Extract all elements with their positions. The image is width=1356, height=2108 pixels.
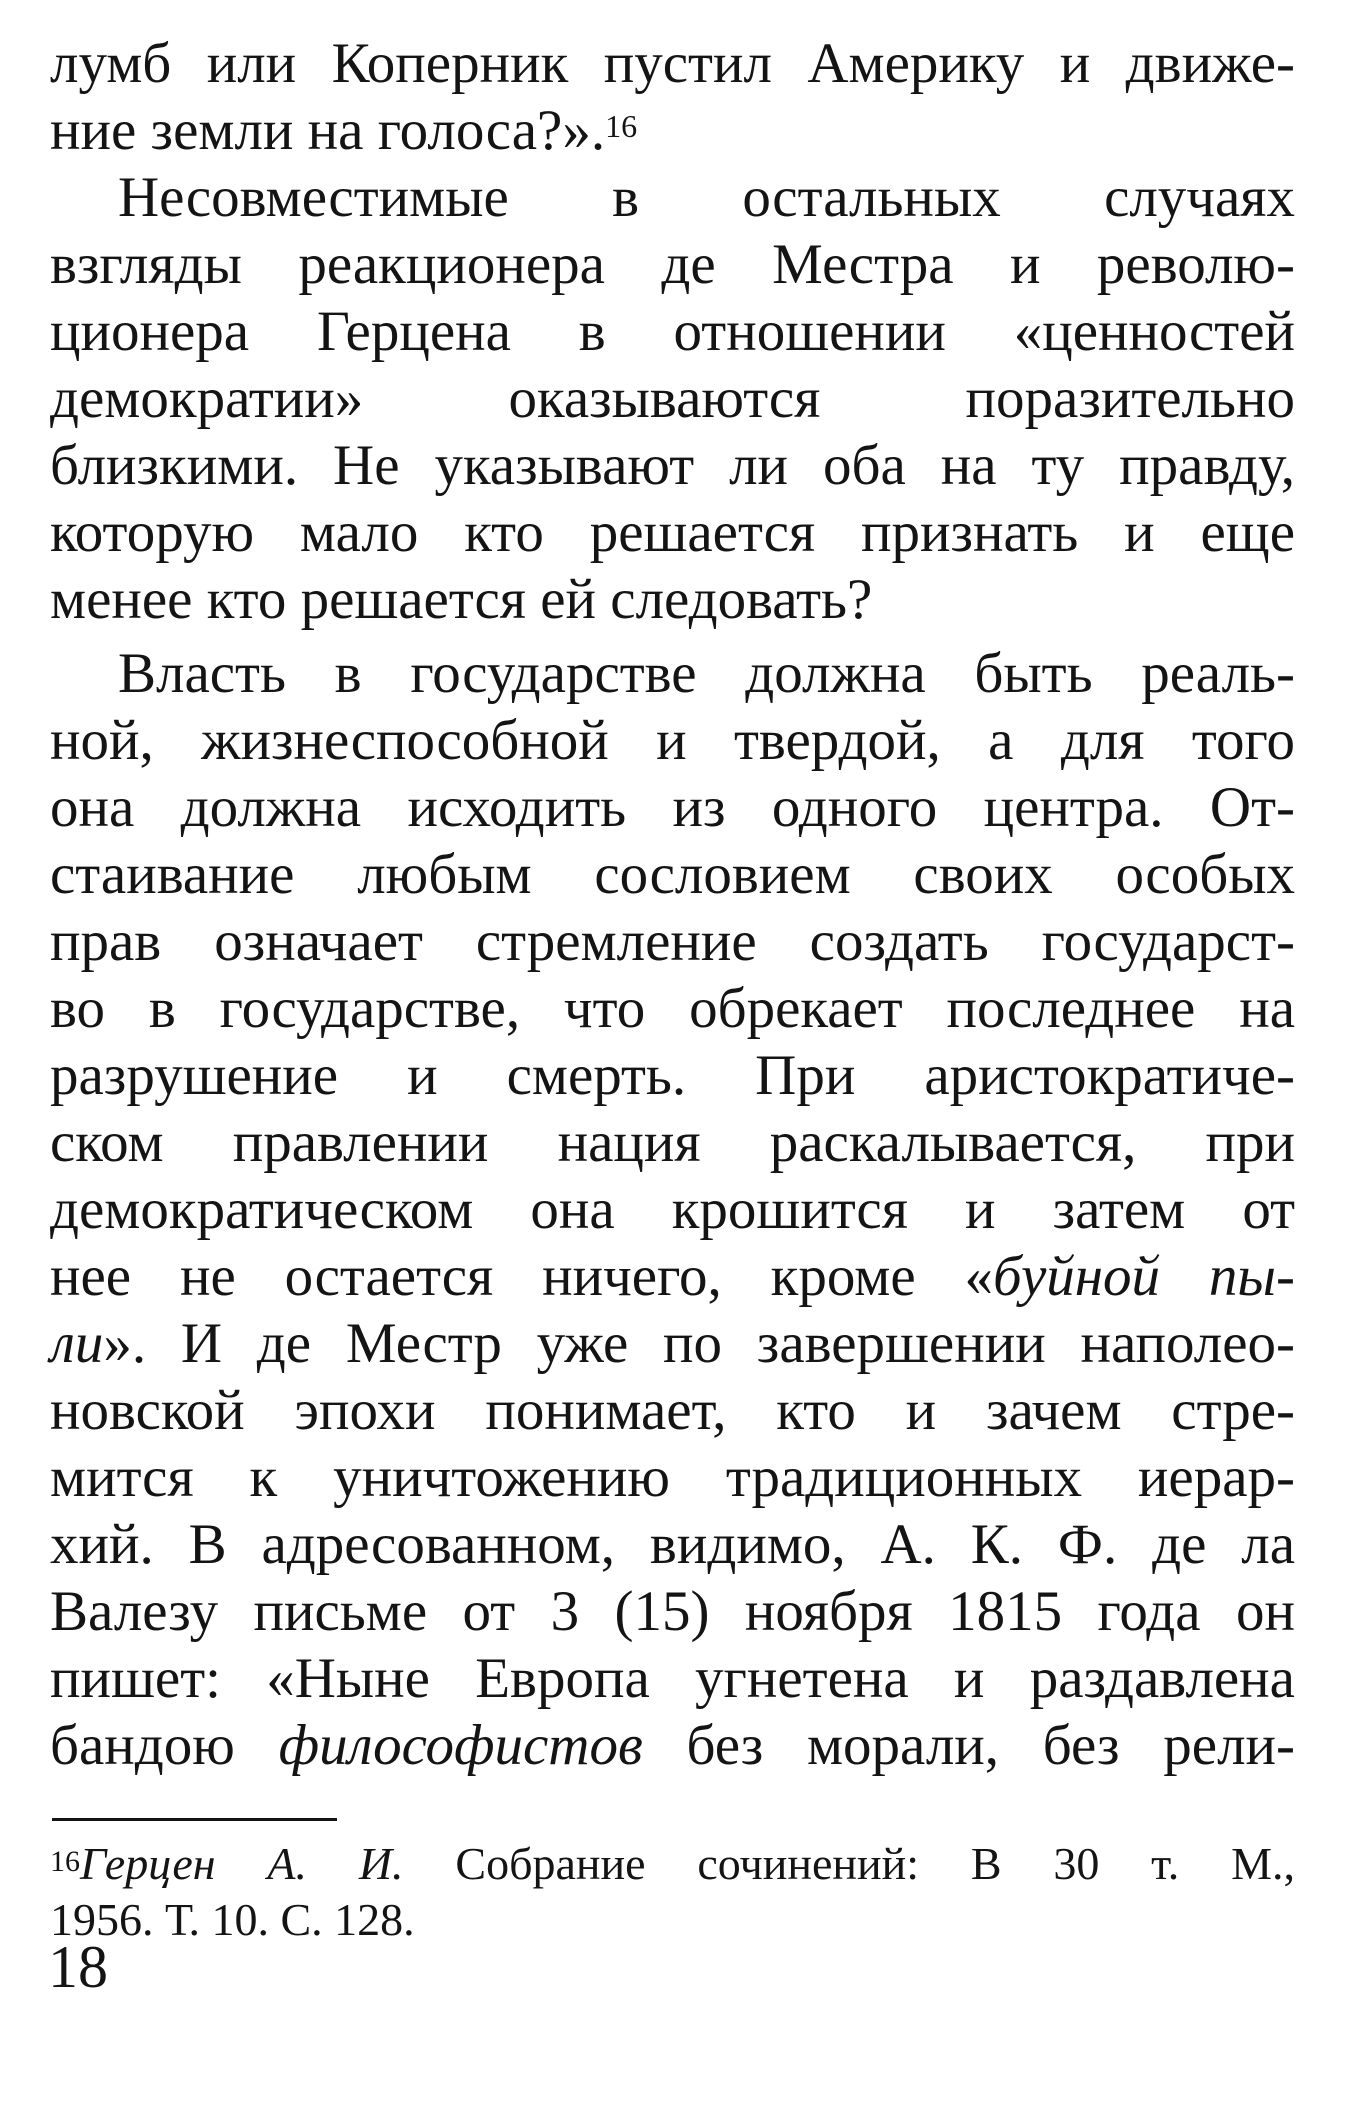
italic-span: буйной пы-: [993, 1245, 1295, 1308]
page-number: 18: [48, 1934, 108, 2000]
text-span: новской эпохи понимает, кто и зачем стре-: [50, 1379, 1295, 1442]
text-span: она должна исходить из одного центра. От-: [50, 776, 1295, 839]
text-span: демократическом она крошится и затем от: [50, 1178, 1295, 1241]
italic-span: философистов: [278, 1714, 643, 1777]
footnote-marker: 16: [50, 1845, 80, 1878]
text-span: демократии» оказываются поразительно: [50, 367, 1295, 430]
text-line: [50, 1645, 1295, 1712]
text-line: [50, 432, 1295, 499]
text-span: которую мало кто решается признать и еще: [50, 501, 1295, 564]
text-span: бандою: [50, 1714, 279, 1777]
text-line: [50, 1243, 1295, 1310]
text-line: [50, 1042, 1295, 1109]
text-line: [50, 1444, 1295, 1511]
text-span: стаивание любым сословием своих особых: [50, 843, 1295, 906]
text-line: [50, 97, 1295, 164]
footnote-author: Герцен А. И.: [80, 1838, 404, 1889]
text-span: во в государстве, что обрекает последнее на: [50, 977, 1295, 1040]
text-line: [50, 1377, 1295, 1444]
text-span: взгляды реакционера де Местра и револю-: [50, 233, 1295, 296]
footnote-line: [50, 1890, 1295, 1950]
italic-span: ли: [50, 1312, 104, 1375]
text-line: [50, 298, 1295, 365]
text-line: [50, 1310, 1295, 1377]
text-span: пишет: «Ныне Европа угнетена и раздавлена: [50, 1647, 1295, 1710]
text-span: ском правлении нация раскалывается, при: [50, 1111, 1295, 1174]
footnote-divider: [52, 1818, 337, 1821]
text-line: [50, 566, 1295, 633]
text-line: [50, 1712, 1295, 1779]
text-span: ционера Герцена в отношении «ценностей: [50, 300, 1295, 363]
text-span: хий. В адресованном, видимо, А. К. Ф. де ла: [50, 1513, 1295, 1576]
text-span: разрушение и смерть. При аристократиче-: [50, 1044, 1295, 1107]
footnote-text: 1956. Т. 10. С. 128.: [50, 1894, 415, 1945]
text-line: [50, 1109, 1295, 1176]
text-line: [50, 707, 1295, 774]
text-line: [50, 841, 1295, 908]
text-line: [50, 1511, 1295, 1578]
text-line: [50, 908, 1295, 975]
footnote-text: Собрание сочинений: В 30 т. М.,: [403, 1838, 1295, 1889]
text-span: менее кто решается ей следовать?: [50, 568, 873, 631]
text-span: близкими. Не указывают ли оба на ту правду,: [50, 434, 1295, 497]
text-span: Власть в государстве должна быть реаль-: [118, 642, 1295, 705]
text-line: [50, 365, 1295, 432]
text-line: [50, 975, 1295, 1042]
text-line: [50, 1578, 1295, 1645]
text-span: лумб или Коперник пустил Америку и движе-: [50, 32, 1295, 95]
text-span: мится к уничтожению традиционных иерар-: [50, 1446, 1295, 1509]
text-span: ». И де Местр уже по завершении наполео-: [103, 1312, 1295, 1375]
footnote-ref: 16: [605, 108, 638, 144]
text-span: Несовместимые в остальных случаях: [118, 166, 1295, 229]
text-line: [50, 499, 1295, 566]
text-line: [50, 231, 1295, 298]
text-span: Валезу письме от 3 (15) ноября 1815 года он: [50, 1580, 1295, 1643]
text-span: без морали, без рели-: [642, 1714, 1296, 1777]
footnote-line: [50, 1834, 1295, 1894]
text-line: [118, 164, 1295, 231]
text-span: ной, жизнеспособной и твердой, а для того: [50, 709, 1295, 772]
text-span: ние земли на голоса?».: [50, 99, 606, 162]
text-line: [118, 640, 1295, 707]
text-span: нее не остается ничего, кроме «: [50, 1245, 994, 1308]
text-span: прав означает стремление создать государст-: [50, 910, 1295, 973]
text-line: [50, 774, 1295, 841]
text-line: [50, 30, 1295, 97]
text-line: [50, 1176, 1295, 1243]
